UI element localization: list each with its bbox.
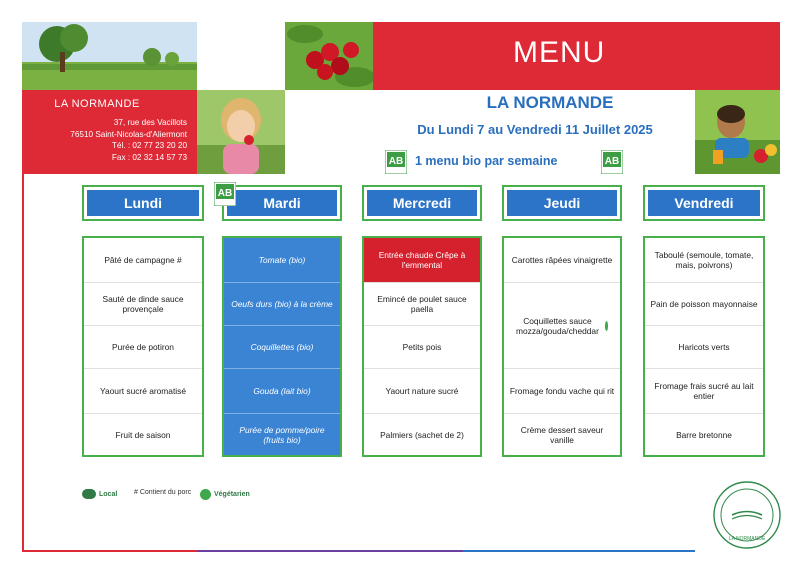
dish-item: Tomate (bio) bbox=[258, 255, 306, 265]
dish-item: Fromage fondu vache qui rit bbox=[504, 368, 620, 413]
la-normande-logo bbox=[712, 480, 782, 550]
dish-item: Gouda (lait bio) bbox=[224, 368, 340, 413]
dish-item-hot-starter: Entrée chaude Crêpe à l'emmental bbox=[364, 238, 480, 282]
day-header-jeudi bbox=[502, 185, 622, 221]
day-menu-mercredi bbox=[362, 236, 482, 457]
ab-logo-text: AB bbox=[604, 156, 620, 167]
restaurant-name: LA NORMANDE bbox=[54, 98, 140, 110]
boy-eating-photo bbox=[695, 90, 780, 174]
menu-banner bbox=[373, 22, 780, 90]
frame-line bbox=[22, 550, 197, 552]
ab-logo-text: AB bbox=[217, 188, 233, 199]
dish-item: Yaourt sucré aromatisé bbox=[84, 368, 202, 413]
vegetarian-icon bbox=[605, 321, 608, 331]
address-line: 76510 Saint-Nicolas-d'Aliermont bbox=[70, 129, 187, 139]
legend-local-label: Local bbox=[99, 490, 118, 498]
day-menu-mardi bbox=[222, 236, 342, 457]
menu-header bbox=[285, 90, 695, 174]
legend-veg-label: Végétarien bbox=[214, 491, 250, 498]
legend-vegetarian bbox=[200, 489, 250, 500]
fax-line: Fax : 02 32 14 57 73 bbox=[111, 152, 187, 162]
dish-item: Pâté de campagne # bbox=[104, 255, 182, 265]
day-header-vendredi bbox=[643, 185, 765, 221]
logo-text: LA NORMANDE bbox=[728, 536, 766, 542]
dish-item: Carottes râpées vinaigrette bbox=[511, 255, 613, 265]
bio-note: 1 menu bio par semaine bbox=[415, 154, 558, 168]
day-header-mardi bbox=[222, 185, 342, 221]
dish-item: Purée de pomme/poire (fruits bio) bbox=[224, 413, 340, 455]
dish-item: Fromage frais sucré au lait entier bbox=[645, 368, 763, 413]
ab-bio-icon bbox=[214, 182, 236, 206]
orchard-photo bbox=[22, 22, 197, 90]
phone-line: Tél. : 02 77 23 20 20 bbox=[111, 141, 187, 150]
dish-item: Crème dessert saveur vanille bbox=[504, 413, 620, 455]
day-label: Mercredi bbox=[367, 190, 477, 216]
day-menu-vendredi bbox=[643, 236, 765, 457]
local-icon bbox=[82, 489, 96, 499]
ab-logo-text: AB bbox=[388, 156, 404, 167]
dish-item: Haricots verts bbox=[645, 325, 763, 368]
dish-item: Barre bretonne bbox=[645, 413, 763, 455]
legend-local bbox=[82, 489, 117, 499]
dish-item: Coquillettes (bio) bbox=[224, 325, 340, 368]
dish-text: Coquillettes sauce mozza/gouda/cheddar bbox=[516, 315, 599, 336]
legend-pork-label: # Contient du porc bbox=[134, 489, 192, 496]
legend-pork bbox=[134, 489, 191, 496]
dish-item: Fruit de saison bbox=[84, 413, 202, 455]
dish-item: Palmiers (sachet de 2) bbox=[364, 413, 480, 455]
dish-item: Emincé de poulet sauce paella bbox=[364, 282, 480, 325]
ab-bio-icon bbox=[385, 150, 407, 174]
restaurant-info bbox=[22, 90, 197, 174]
dish-item: Petits pois bbox=[364, 325, 480, 368]
frame-line bbox=[463, 550, 695, 552]
dish-item: Oeufs durs (bio) à la crème bbox=[224, 282, 340, 325]
vegetarian-icon bbox=[200, 489, 211, 500]
day-header-lundi bbox=[82, 185, 204, 221]
ab-bio-icon bbox=[601, 150, 623, 174]
dish-item: Yaourt nature sucré bbox=[364, 368, 480, 413]
day-header-mercredi bbox=[362, 185, 482, 221]
day-label: Vendredi bbox=[648, 190, 760, 216]
dish-item: Taboulé (semoule, tomate, mais, poivrons) bbox=[654, 250, 754, 270]
girl-eating-photo bbox=[197, 90, 285, 174]
dish-item: Pain de poisson mayonnaise bbox=[645, 282, 763, 325]
dish-item: Purée de potiron bbox=[84, 325, 202, 368]
dish-item-vegetarian bbox=[504, 282, 620, 368]
day-menu-lundi bbox=[82, 236, 204, 457]
header-restaurant-name: LA NORMANDE bbox=[486, 93, 614, 112]
day-label: Mardi bbox=[227, 190, 337, 216]
dish-item: Sauté de dinde sauce provençale bbox=[84, 282, 202, 325]
day-label: Jeudi bbox=[507, 190, 617, 216]
frame-line bbox=[197, 550, 463, 552]
frame-line bbox=[22, 174, 24, 552]
cherries-photo bbox=[285, 22, 373, 90]
menu-title: MENU bbox=[513, 36, 606, 69]
day-menu-jeudi bbox=[502, 236, 622, 457]
date-range: Du Lundi 7 au Vendredi 11 Juillet 2025 bbox=[417, 122, 653, 137]
address-line: 37, rue des Vacillots bbox=[113, 118, 187, 127]
day-label: Lundi bbox=[87, 190, 199, 216]
